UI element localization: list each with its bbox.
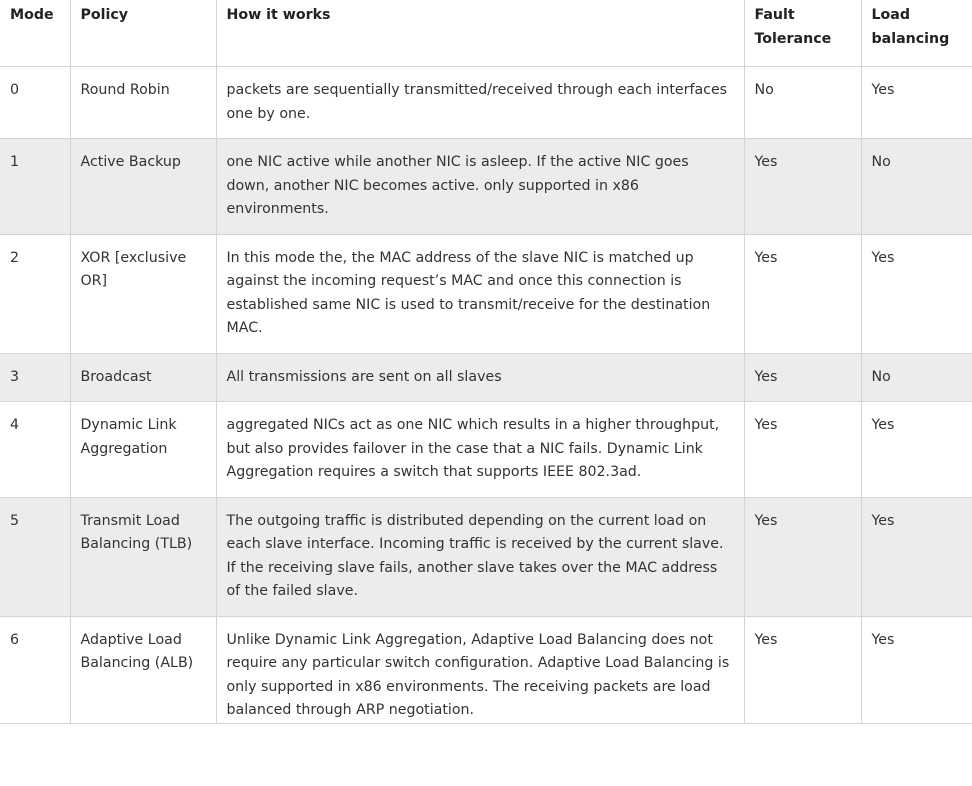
cell-fault-tolerance: Yes bbox=[744, 402, 861, 498]
cell-mode: 3 bbox=[0, 353, 70, 402]
cell-how-it-works: All transmissions are sent on all slaves bbox=[216, 353, 744, 402]
cell-policy: Round Robin bbox=[70, 67, 216, 139]
cell-policy: XOR [exclusive OR] bbox=[70, 234, 216, 353]
table-row bbox=[0, 353, 972, 402]
cell-fault-tolerance: Yes bbox=[744, 139, 861, 235]
table-row bbox=[0, 67, 972, 139]
cell-policy: Transmit Load Balancing (TLB) bbox=[70, 497, 216, 616]
table-row bbox=[0, 402, 972, 498]
header-load-balancing: Load balancing bbox=[871, 7, 950, 47]
cell-load-balancing: No bbox=[871, 368, 891, 385]
cell-load-balancing: Yes bbox=[871, 417, 895, 433]
cell-mode: 0 bbox=[0, 67, 70, 139]
cell-mode: 6 bbox=[0, 616, 70, 723]
cell-fault-tolerance: No bbox=[744, 67, 861, 139]
cell-load-balancing: Yes bbox=[871, 631, 895, 648]
cell-policy: Active Backup bbox=[70, 139, 216, 235]
cell-load-balancing: No bbox=[871, 154, 891, 170]
header-how-it-works: How it works bbox=[216, 0, 744, 67]
header-fault-tolerance: Fault Tolerance bbox=[744, 0, 861, 67]
cell-policy: Dynamic Link Aggregation bbox=[70, 402, 216, 498]
table-row bbox=[0, 234, 972, 353]
cell-load-balancing: Yes bbox=[871, 512, 895, 529]
header-mode: Mode bbox=[0, 0, 70, 67]
cell-mode: 4 bbox=[0, 402, 70, 498]
table-row bbox=[0, 139, 972, 235]
cell-how-it-works: Unlike Dynamic Link Aggregation, Adaptive Load Balancing does not require any particular switch configuration. Adaptive Load Balancing is only supported in x86 environments. The receiving packets are load balanced through ARP negotiation. bbox=[216, 616, 744, 723]
cell-how-it-works: In this mode the, the MAC address of the slave NIC is matched up against the incoming request’s MAC and once this connection is established same NIC is used to transmit/receive for the destination MAC. bbox=[216, 234, 744, 353]
cell-policy: Adaptive Load Balancing (ALB) bbox=[70, 616, 216, 723]
cell-mode: 5 bbox=[0, 497, 70, 616]
header-policy: Policy bbox=[70, 0, 216, 67]
cell-load-balancing: Yes bbox=[871, 249, 895, 266]
cell-how-it-works: one NIC active while another NIC is asleep. If the active NIC goes down, another NIC becomes active. only supported in x86 environments. bbox=[216, 139, 744, 235]
cell-load-balancing: Yes bbox=[871, 82, 895, 98]
cell-fault-tolerance: Yes bbox=[744, 497, 861, 616]
cell-how-it-works: The outgoing traffic is distributed depending on the current load on each slave interface. Incoming traffic is received by the current slave. If the receiving slave fails, another slave takes over the MAC address of the failed slave. bbox=[216, 497, 744, 616]
cell-fault-tolerance: Yes bbox=[744, 353, 861, 402]
cell-fault-tolerance: Yes bbox=[744, 616, 861, 723]
cell-policy: Broadcast bbox=[70, 353, 216, 402]
cell-how-it-works: aggregated NICs act as one NIC which results in a higher throughput, but also provides failover in the case that a NIC fails. Dynamic Link Aggregation requires a switch that supports IEEE 802.3ad. bbox=[216, 402, 744, 498]
cell-how-it-works: packets are sequentially transmitted/received through each interfaces one by one. bbox=[216, 67, 744, 139]
cell-mode: 1 bbox=[0, 139, 70, 235]
cell-fault-tolerance: Yes bbox=[744, 234, 861, 353]
table-row bbox=[0, 497, 972, 616]
table-row bbox=[0, 616, 972, 723]
header-row bbox=[0, 0, 972, 67]
cell-mode: 2 bbox=[0, 234, 70, 353]
